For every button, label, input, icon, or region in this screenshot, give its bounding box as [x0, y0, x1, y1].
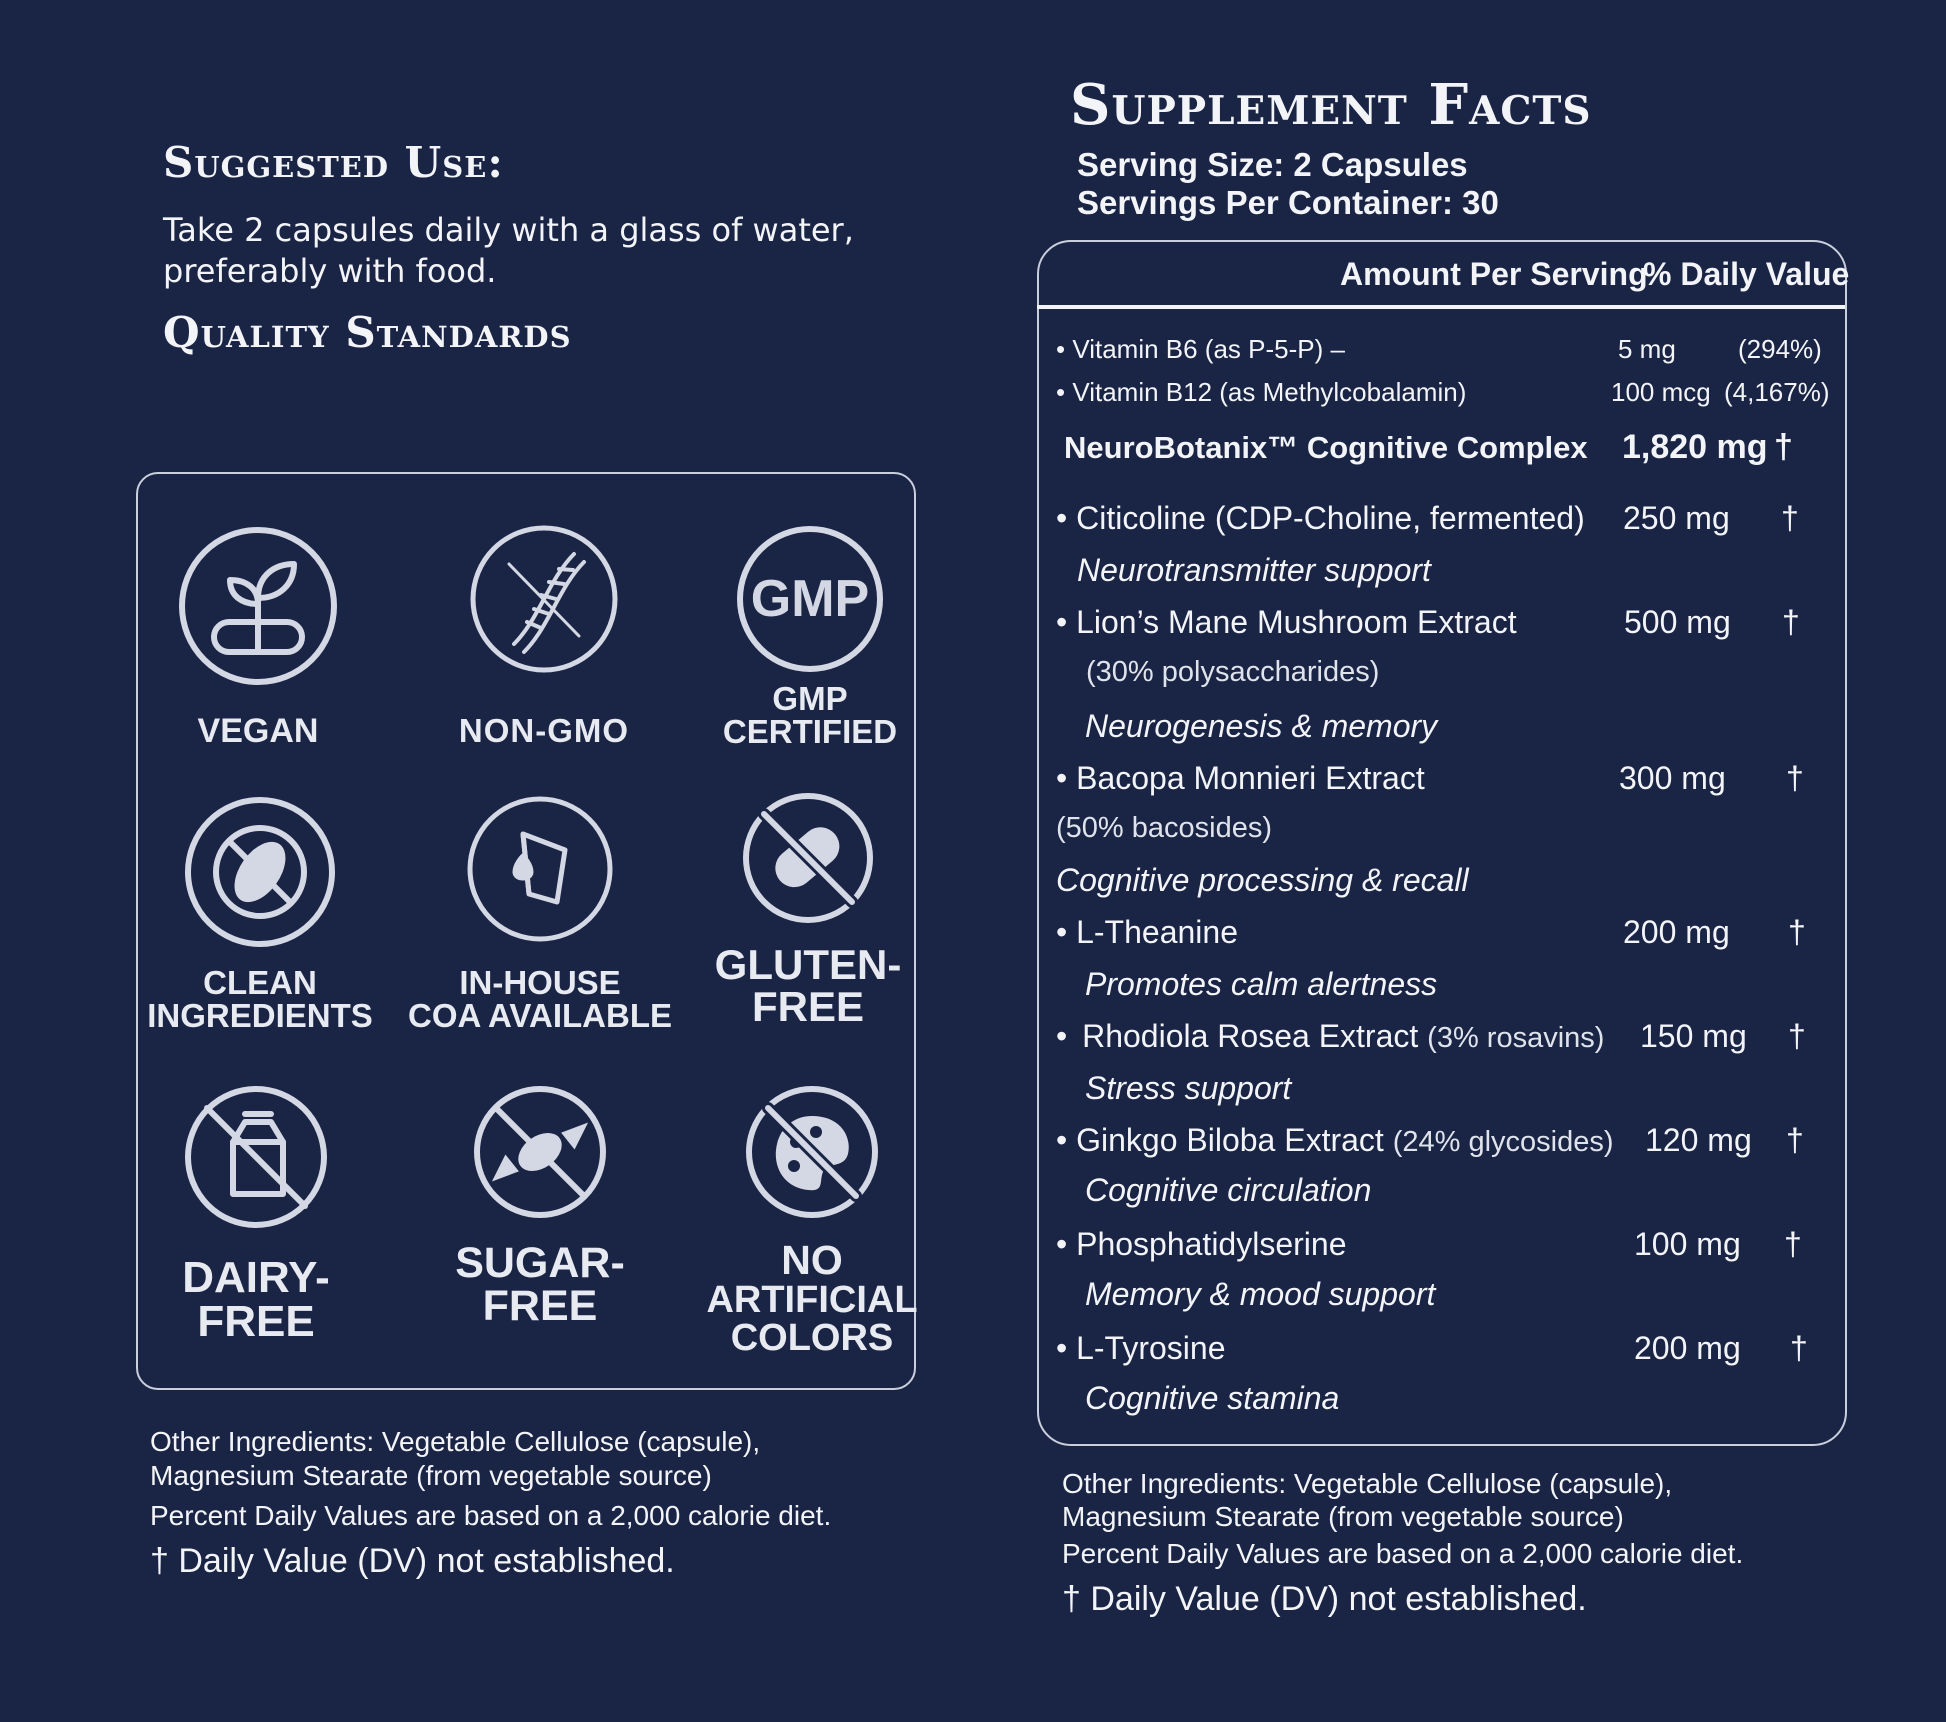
ingredient-dv: †: [1786, 760, 1804, 796]
vitamin-b6-name: • Vitamin B6 (as P-5-P) –: [1056, 334, 1345, 364]
ingredient-benefit: Promotes calm alertness: [1085, 966, 1438, 1002]
badge-label: FREE: [482, 1282, 598, 1330]
ingredient-extra: (3% rosavins): [1427, 1022, 1605, 1054]
header-daily-value: % Daily Value: [1643, 256, 1850, 292]
ingredient-name: Citicoline (CDP-Choline, fermented): [1076, 500, 1585, 536]
servings-per-container: Servings Per Container: 30: [1077, 184, 1499, 221]
right-dagger-note: † Daily Value (DV) not established.: [1062, 1580, 1587, 1618]
header-amount-per-serving: Amount Per Serving: [1340, 256, 1648, 292]
ingredient-dv: †: [1786, 1122, 1804, 1158]
vegan-plant-icon: [176, 524, 340, 688]
ingredient-benefit: Cognitive circulation: [1085, 1172, 1372, 1208]
vitamin-name: Vitamin B12 (as Methylcobalamin): [1072, 377, 1467, 407]
ingredient-phosphatidylserine: • Phosphatidylserine: [1056, 1226, 1347, 1262]
badge-clean-ingredients: [120, 794, 400, 1032]
ingredient-benefit: Neurogenesis & memory: [1085, 708, 1438, 744]
no-artificial-colors-icon: [744, 1084, 880, 1220]
vitamin-b12-amount: 100 mcg: [1611, 377, 1711, 407]
badge-label: CLEAN: [203, 964, 317, 1001]
coa-leaf-icon: [465, 794, 615, 944]
badge-sugar-free: [400, 1084, 680, 1328]
quality-standards-title: Quality Standards: [163, 308, 572, 357]
suggested-use-title: Suggested Use:: [163, 138, 504, 187]
badge-gluten-free: [668, 792, 948, 1028]
ingredient-citicoline: • Citicoline (CDP-Choline, fermented): [1056, 500, 1585, 536]
ingredient-lions-mane: • Lion’s Mane Mushroom Extract: [1056, 604, 1517, 640]
ingredient-amount: 250 mg: [1623, 500, 1730, 536]
no-gluten-capsule-icon: [742, 792, 874, 924]
ingredient-dv: †: [1784, 1226, 1802, 1262]
complex-amount: 1,820 mg: [1622, 428, 1768, 466]
ingredient-name: L-Theanine: [1076, 914, 1238, 950]
ingredient-bacopa: • Bacopa Monnieri Extract: [1056, 760, 1425, 796]
suggested-use-text: [163, 210, 923, 292]
ingredient-amount: 150 mg: [1640, 1018, 1747, 1054]
serving-size: Serving Size: 2 Capsules: [1077, 146, 1468, 183]
gmp-icon-text: GMP: [750, 570, 870, 628]
ingredient-ginkgo: • Ginkgo Biloba Extract (24% glycosides): [1056, 1122, 1614, 1158]
badge-label: CERTIFIED: [722, 713, 898, 750]
ingredient-amount: 200 mg: [1634, 1330, 1741, 1366]
ingredient-benefit: Memory & mood support: [1085, 1276, 1436, 1312]
badge-label: FREE: [751, 983, 864, 1030]
ingredient-l-tyrosine: • L-Tyrosine: [1056, 1330, 1226, 1366]
badge-label: NO: [781, 1237, 843, 1283]
ingredient-dv: †: [1781, 500, 1799, 536]
badge-label: INGREDIENTS: [147, 997, 373, 1034]
badge-label: VEGAN: [197, 712, 319, 750]
badge-label: ARTIFICIAL: [706, 1279, 918, 1321]
no-dairy-icon: [183, 1084, 329, 1230]
vitamin-b12-dv: (4,167%): [1724, 377, 1830, 407]
ingredient-benefit: Neurotransmitter support: [1077, 552, 1431, 588]
badge-vegan: [118, 524, 398, 748]
right-percent-note: Percent Daily Values are based on a 2,000 calorie diet.: [1062, 1538, 1744, 1569]
left-other-ingredients-line: Other Ingredients: Vegetable Cellulose (capsule),: [150, 1426, 761, 1457]
ingredient-amount: 100 mg: [1634, 1226, 1741, 1262]
vitamin-b6-amount: 5 mg: [1618, 334, 1676, 364]
ingredient-amount: 200 mg: [1623, 914, 1730, 950]
clean-ingredients-icon: [182, 794, 338, 950]
badge-label: GMP: [772, 680, 848, 717]
badge-label: DAIRY-: [182, 1253, 330, 1302]
vitamin-b6-dv: (294%): [1738, 334, 1822, 364]
suggested-use-line: preferably with food.: [163, 252, 497, 290]
complex-name: NeuroBotanix™ Cognitive Complex: [1064, 430, 1588, 465]
badge-coa: [400, 794, 680, 1032]
dna-icon: [469, 524, 619, 674]
no-sugar-candy-icon: [472, 1084, 608, 1220]
badge-label: NON-GMO: [458, 712, 630, 749]
ingredient-dv: †: [1788, 1018, 1806, 1054]
ingredient-name: Ginkgo Biloba Extract: [1076, 1122, 1384, 1158]
suggested-use-line: Take 2 capsules daily with a glass of water,: [163, 211, 854, 249]
supplement-facts-title: Supplement Facts: [1070, 72, 1592, 138]
ingredient-amount: 300 mg: [1619, 760, 1726, 796]
badge-label: FREE: [197, 1297, 315, 1346]
ingredient-benefit: Stress support: [1085, 1070, 1292, 1106]
header-rule: [1037, 305, 1845, 309]
badge-no-artificial-colors: [672, 1084, 952, 1357]
ingredient-dv: †: [1788, 914, 1806, 950]
gmp-icon: [735, 524, 885, 674]
badge-non-gmo: [404, 524, 684, 747]
complex-dv: †: [1774, 428, 1793, 466]
ingredient-amount: 500 mg: [1624, 604, 1731, 640]
ingredient-benefit: Cognitive stamina: [1085, 1380, 1340, 1416]
ingredient-l-theanine: • L-Theanine: [1056, 914, 1238, 950]
badge-label: COLORS: [730, 1317, 894, 1359]
badge-label: GLUTEN-: [714, 941, 902, 988]
ingredient-benefit: Cognitive processing & recall: [1056, 862, 1469, 898]
ingredient-dv: †: [1790, 1330, 1808, 1366]
ingredient-name: Phosphatidylserine: [1076, 1226, 1347, 1262]
quality-badges-panel: [136, 472, 916, 1390]
ingredient-sub: (30% polysaccharides): [1086, 656, 1380, 688]
ingredient-name: Bacopa Monnieri Extract: [1076, 760, 1425, 796]
right-other-ingredients-line: Magnesium Stearate (from vegetable source): [1062, 1501, 1624, 1532]
ingredient-rhodiola: • Rhodiola Rosea Extract (3% rosavins): [1056, 1018, 1605, 1054]
left-other-ingredients-line: Magnesium Stearate (from vegetable source): [150, 1460, 712, 1491]
badge-dairy-free: [116, 1084, 396, 1344]
badge-label: COA AVAILABLE: [408, 997, 672, 1034]
ingredient-name: Lion’s Mane Mushroom Extract: [1076, 604, 1517, 640]
left-dagger-note: † Daily Value (DV) not established.: [150, 1542, 675, 1580]
vitamin-b12-name: • Vitamin B12 (as Methylcobalamin): [1056, 377, 1467, 407]
ingredient-name: Rhodiola Rosea Extract: [1082, 1018, 1419, 1054]
badge-label: IN-HOUSE: [459, 964, 621, 1001]
badge-gmp: [670, 524, 950, 748]
ingredient-sub: (50% bacosides): [1056, 812, 1272, 844]
ingredient-extra: (24% glycosides): [1392, 1126, 1614, 1158]
ingredient-name: L-Tyrosine: [1076, 1330, 1226, 1366]
badge-label: SUGAR-: [455, 1239, 625, 1287]
right-other-ingredients-line: Other Ingredients: Vegetable Cellulose (capsule),: [1062, 1468, 1673, 1499]
ingredient-dv: †: [1782, 604, 1800, 640]
left-percent-note: Percent Daily Values are based on a 2,000 calorie diet.: [150, 1500, 832, 1531]
ingredient-amount: 120 mg: [1645, 1122, 1752, 1158]
vitamin-name: Vitamin B6 (as P-5-P) –: [1072, 334, 1345, 364]
